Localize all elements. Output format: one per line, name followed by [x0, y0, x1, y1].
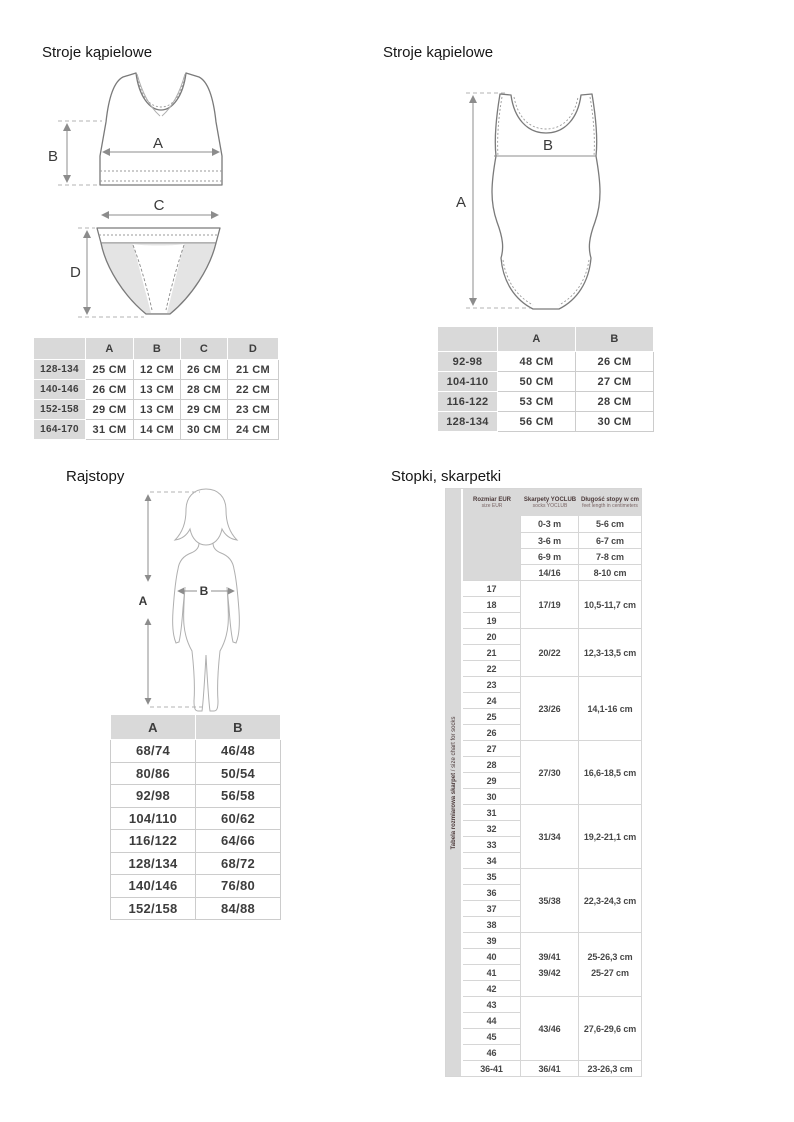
- size-value-cell: 30 CM: [576, 412, 654, 432]
- size-row: [111, 762, 281, 785]
- size-value-cell: 76/80: [196, 875, 281, 898]
- socks-size-cell: 43/46: [521, 996, 579, 1060]
- size-value-cell: 53 CM: [498, 392, 576, 412]
- size-value-cell: 116/122: [111, 830, 196, 853]
- row-label: 92-98: [438, 352, 498, 372]
- socks-size-cell: 6-9 m: [521, 548, 579, 564]
- dimension-c: [102, 197, 218, 215]
- eur-size-cell: 29: [463, 772, 521, 788]
- size-value-cell: 46/48: [196, 740, 281, 763]
- dimension-b: [178, 584, 234, 598]
- eur-size-cell: 21: [463, 644, 521, 660]
- size-value-cell: 29 CM: [86, 400, 134, 420]
- eur-size-cell: 17: [463, 580, 521, 596]
- one-piece-size-table: [437, 326, 654, 432]
- size-value-cell: 24 CM: [228, 420, 279, 440]
- size-row: [111, 852, 281, 875]
- eur-size-cell: 25: [463, 708, 521, 724]
- foot-length-cell: 19,2-21,1 cm: [579, 804, 641, 868]
- eur-size-cell: 30: [463, 788, 521, 804]
- size-value-cell: 12 CM: [134, 360, 181, 380]
- eur-size-cell: 19: [463, 612, 521, 628]
- tights-size-table: [110, 714, 281, 920]
- socks-size-cell: 20/22: [521, 628, 579, 676]
- measure-label-b: B: [48, 148, 59, 165]
- eur-size-cell: 24: [463, 692, 521, 708]
- measure-label-a: A: [138, 594, 148, 608]
- size-value-cell: 23 CM: [228, 400, 279, 420]
- eur-size-cell: 41: [463, 964, 521, 980]
- size-row: [111, 807, 281, 830]
- size-value-cell: 30 CM: [181, 420, 228, 440]
- header-socks-yoclub: [521, 489, 579, 516]
- column-header: A: [86, 338, 134, 360]
- eur-baby-merged-cell: [463, 516, 521, 580]
- size-value-cell: 80/86: [111, 762, 196, 785]
- size-row: [111, 740, 281, 763]
- row-label: 128-134: [34, 360, 86, 380]
- column-header: C: [181, 338, 228, 360]
- eur-size-cell: 35: [463, 868, 521, 884]
- size-value-cell: 26 CM: [576, 352, 654, 372]
- socks-side-strip: [446, 489, 463, 1076]
- eur-size-cell: 27: [463, 740, 521, 756]
- measure-label-a: A: [152, 135, 164, 152]
- size-value-cell: 50/54: [196, 762, 281, 785]
- eur-size-cell: 37: [463, 900, 521, 916]
- eur-size-cell: 39: [463, 932, 521, 948]
- eur-size-cell: 32: [463, 820, 521, 836]
- size-value-cell: 60/62: [196, 807, 281, 830]
- foot-length-cell: 23-26,3 cm: [579, 1060, 641, 1076]
- measure-label-d: D: [70, 264, 81, 281]
- header-socks-en: socks YOCLUB: [532, 502, 568, 509]
- header-row: [438, 327, 654, 352]
- column-header: B: [196, 715, 281, 740]
- row-label: 164-170: [34, 420, 86, 440]
- section-title-socks: Stopki, skarpetki: [391, 468, 502, 485]
- size-value-cell: 48 CM: [498, 352, 576, 372]
- size-value-cell: 13 CM: [134, 380, 181, 400]
- eur-size-cell: 28: [463, 756, 521, 772]
- eur-size-cell: 31: [463, 804, 521, 820]
- eur-size-cell: 45: [463, 1028, 521, 1044]
- eur-size-cell: 33: [463, 836, 521, 852]
- header-length-pl: Długość stopy w cm: [580, 496, 639, 503]
- eur-size-cell: 20: [463, 628, 521, 644]
- eur-size-cell: 36-41: [463, 1060, 521, 1076]
- socks-size-cell: 31/34: [521, 804, 579, 868]
- row-label: 152-158: [34, 400, 86, 420]
- socks-size-cell: 35/38: [521, 868, 579, 932]
- eur-size-cell: 44: [463, 1012, 521, 1028]
- column-header: A: [111, 715, 196, 740]
- eur-size-cell: 46: [463, 1044, 521, 1060]
- size-value-cell: 92/98: [111, 785, 196, 808]
- size-value-cell: 64/66: [196, 830, 281, 853]
- eur-size-cell: 36: [463, 884, 521, 900]
- header-row: [111, 715, 281, 740]
- side-label-pl: Tabela rozmiarowa skarpet: [450, 772, 457, 849]
- bikini-top-outline: [100, 73, 222, 185]
- section-title-bikini: Stroje kąpielowe: [42, 44, 153, 61]
- header-size-eur: [463, 489, 521, 516]
- eur-size-cell: 42: [463, 980, 521, 996]
- socks-size-cell: 27/30: [521, 740, 579, 804]
- foot-length-cell: 10,5-11,7 cm: [579, 580, 641, 628]
- size-row: [438, 372, 654, 392]
- eur-size-cell: 23: [463, 676, 521, 692]
- size-value-cell: 68/72: [196, 852, 281, 875]
- size-row: [34, 360, 279, 380]
- row-label: 104-110: [438, 372, 498, 392]
- socks-size-table: [445, 488, 642, 1077]
- size-value-cell: 56/58: [196, 785, 281, 808]
- size-value-cell: 21 CM: [228, 360, 279, 380]
- size-value-cell: 28 CM: [576, 392, 654, 412]
- header-row: [34, 338, 279, 360]
- size-row: [111, 875, 281, 898]
- size-row: [111, 785, 281, 808]
- size-value-cell: 84/88: [196, 897, 281, 920]
- swimsuit-outline: [492, 94, 600, 309]
- size-value-cell: 22 CM: [228, 380, 279, 400]
- socks-side-label: Tabela rozmiarowa skarpet / size chart for socks: [450, 716, 457, 849]
- foot-length-cell: 5-6 cm: [579, 516, 641, 532]
- size-value-cell: 14 CM: [134, 420, 181, 440]
- column-header: B: [576, 327, 654, 352]
- socks-size-cell: 17/19: [521, 580, 579, 628]
- eur-size-cell: 26: [463, 724, 521, 740]
- size-value-cell: 104/110: [111, 807, 196, 830]
- one-piece-swimsuit-diagram: [430, 70, 670, 320]
- row-label: 128-134: [438, 412, 498, 432]
- foot-length-cell: 14,1-16 cm: [579, 676, 641, 740]
- socks-grid: [463, 516, 641, 1076]
- eur-size-cell: 18: [463, 596, 521, 612]
- row-label: 140-146: [34, 380, 86, 400]
- size-row: [34, 380, 279, 400]
- row-label: 116-122: [438, 392, 498, 412]
- size-value-cell: 26 CM: [181, 360, 228, 380]
- size-value-cell: 56 CM: [498, 412, 576, 432]
- foot-length-cell: 12,3-13,5 cm: [579, 628, 641, 676]
- female-figure-outline: [173, 489, 240, 711]
- foot-length-cell: 25-26,3 cm 25-27 cm: [579, 932, 641, 996]
- size-value-cell: 29 CM: [181, 400, 228, 420]
- header-socks-pl: Skarpety YOCLUB: [523, 496, 577, 503]
- size-row: [34, 420, 279, 440]
- header-length-en: feet length in centimeters: [582, 502, 638, 509]
- socks-size-cell: 23/26: [521, 676, 579, 740]
- size-value-cell: 26 CM: [86, 380, 134, 400]
- size-value-cell: 68/74: [111, 740, 196, 763]
- foot-length-cell: 27,6-29,6 cm: [579, 996, 641, 1060]
- size-row: [111, 897, 281, 920]
- size-value-cell: 13 CM: [134, 400, 181, 420]
- size-row: [438, 392, 654, 412]
- corner-cell: [34, 338, 86, 360]
- socks-size-cell: 36/41: [521, 1060, 579, 1076]
- section-title-one-piece: Stroje kąpielowe: [383, 44, 494, 61]
- size-row: [111, 830, 281, 853]
- size-value-cell: 152/158: [111, 897, 196, 920]
- tights-figure-diagram: [118, 483, 298, 723]
- bikini-diagram: [40, 64, 290, 338]
- size-value-cell: 25 CM: [86, 360, 134, 380]
- dimension-b: [48, 121, 102, 185]
- eur-size-cell: 43: [463, 996, 521, 1012]
- size-value-cell: 140/146: [111, 875, 196, 898]
- socks-size-cell: 14/16: [521, 564, 579, 580]
- eur-size-cell: 34: [463, 852, 521, 868]
- foot-length-cell: 6-7 cm: [579, 532, 641, 548]
- header-eur-pl: Rozmiar EUR: [472, 496, 511, 503]
- corner-cell: [438, 327, 498, 352]
- size-value-cell: 27 CM: [576, 372, 654, 392]
- eur-size-cell: 38: [463, 916, 521, 932]
- size-value-cell: 31 CM: [86, 420, 134, 440]
- size-row: [438, 412, 654, 432]
- foot-length-cell: 22,3-24,3 cm: [579, 868, 641, 932]
- foot-length-cell: 8-10 cm: [579, 564, 641, 580]
- size-value-cell: 28 CM: [181, 380, 228, 400]
- bikini-bottom-outline: [97, 228, 220, 314]
- eur-size-cell: 22: [463, 660, 521, 676]
- bikini-size-table: [33, 337, 279, 440]
- side-label-en: size chart for socks: [450, 716, 457, 768]
- column-header: A: [498, 327, 576, 352]
- header-foot-length: [579, 489, 641, 516]
- header-eur-en: size EUR: [481, 502, 503, 509]
- socks-size-cell: 3-6 m: [521, 532, 579, 548]
- column-header: B: [134, 338, 181, 360]
- measure-label-a: A: [456, 194, 467, 211]
- size-row: [34, 400, 279, 420]
- measure-label-c: C: [153, 197, 165, 214]
- foot-length-cell: 16,6-18,5 cm: [579, 740, 641, 804]
- size-value-cell: 50 CM: [498, 372, 576, 392]
- eur-size-cell: 40: [463, 948, 521, 964]
- measure-label-b: B: [542, 137, 554, 154]
- foot-length-cell: 7-8 cm: [579, 548, 641, 564]
- measure-label-b: B: [199, 584, 209, 598]
- socks-size-cell: 0-3 m: [521, 516, 579, 532]
- section-title-tights: Rajstopy: [66, 468, 125, 485]
- column-header: D: [228, 338, 279, 360]
- socks-table-header: [463, 489, 641, 516]
- socks-size-cell: 39/41 39/42: [521, 932, 579, 996]
- size-value-cell: 128/134: [111, 852, 196, 875]
- size-row: [438, 352, 654, 372]
